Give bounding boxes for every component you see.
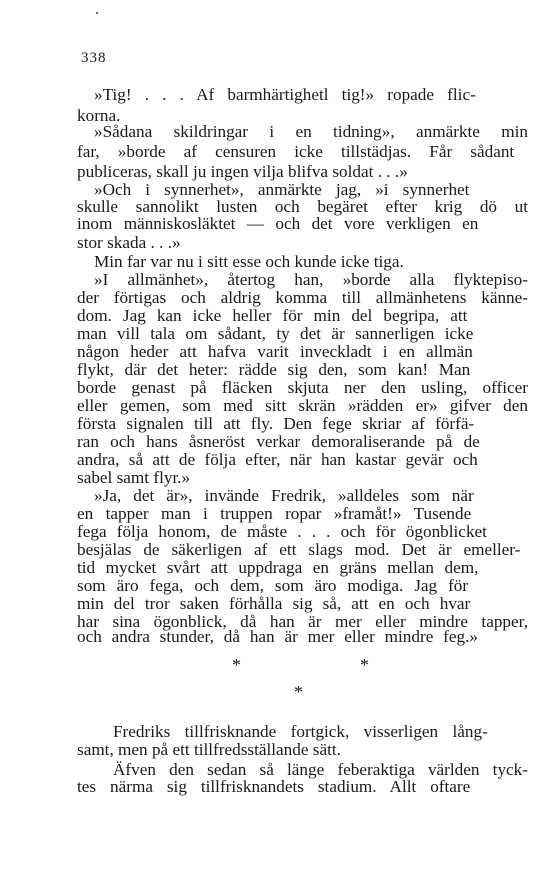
text-line: eller gemen, som med sitt skrän »rädden er» gifver den (77, 396, 528, 415)
text-line: första signalen till att fly. Den fege skriar af förfä- (77, 414, 475, 433)
text-line: Min far var nu i sitt esse och kunde icke tiga. (94, 252, 404, 271)
text-line: korna. (77, 106, 121, 125)
paper-speck (96, 12, 98, 14)
text-line: »Tig! . . . Af barmhärtighetl tig!» ropade flic- (94, 85, 476, 104)
page-number: 338 (81, 50, 107, 66)
text-line: »Och i synnerhet», anmärkte jag, »i synnerhet (94, 180, 470, 199)
text-line: besjälas de säkerligen af ett slags mod. Det är emeller- (77, 540, 521, 559)
text-line: har sina ögonblick, då han är mer eller mindre tapper, (77, 612, 528, 631)
text-line: der förtigas och aldrig komma till allmänhetens känne- (77, 288, 528, 307)
text-line: samt, men på ett tillfredsställande sätt. (77, 740, 341, 759)
text-line: man vill tala om sådant, ty det är sannerligen icke (77, 324, 474, 343)
text-line: tes närma sig tillfrisknandets stadium. Allt oftare (77, 777, 471, 796)
text-line: inom människosläktet — och det vore verkligen en (77, 214, 479, 233)
text-line: flykt, där det heter: rädde sig den, som kan! Man (77, 360, 471, 379)
text-line: fega följa honom, de måste . . . och för ögonblicket (77, 522, 487, 541)
text-line: andra, så att de följa efter, när han kastar gevär och (77, 450, 478, 469)
text-line: ran och hans åsneröst verkar demoraliserande på de (77, 432, 480, 451)
text-line: dom. Jag kan icke heller för min del begripa, att (77, 306, 468, 325)
text-line: som äro fega, och dem, som äro modiga. Jag för (77, 576, 469, 595)
text-line: »Sådana skildringar i en tidning», anmärkte min (94, 122, 528, 141)
text-line: stor skada . . .» (77, 233, 181, 252)
text-line: skulle sannolikt lusten och begäret efter krig dö ut (77, 197, 528, 216)
text-line: Äfven den sedan så länge feberaktiga världen tyck- (113, 760, 528, 779)
text-line: tid mycket svårt att uppdraga en gräns mellan dem, (77, 558, 479, 577)
text-line: »I allmänhet», återtog han, »borde alla flyktepiso- (94, 270, 528, 289)
asterisk: * (232, 655, 241, 675)
asterisk: * (294, 682, 303, 702)
text-line: Fredriks tillfrisknande fortgick, visserligen lång- (113, 722, 488, 741)
asterisk: * (360, 655, 369, 675)
text-line: borde genast på fläcken skjuta ner den usling, officer (77, 378, 528, 397)
text-line: »Ja, det är», invände Fredrik, »alldeles som när (94, 486, 474, 505)
text-line: och andra stunder, då han är mer eller mindre feg.» (77, 627, 479, 646)
text-line: min del tror saken förhålla sig så, att en och hvar (77, 594, 471, 613)
text-line: far, »borde af censuren icke tillstädjas. Får sådant (77, 142, 515, 161)
text-line: sabel samt flyr.» (77, 468, 191, 487)
text-line: en tapper man i truppen ropar »framåt!» Tusende (77, 504, 472, 523)
text-line: publiceras, skall ju ingen vilja blifva soldat . . .» (77, 162, 408, 181)
text-line: någon heder att hafva varit inveckladt i en allmän (77, 342, 473, 361)
